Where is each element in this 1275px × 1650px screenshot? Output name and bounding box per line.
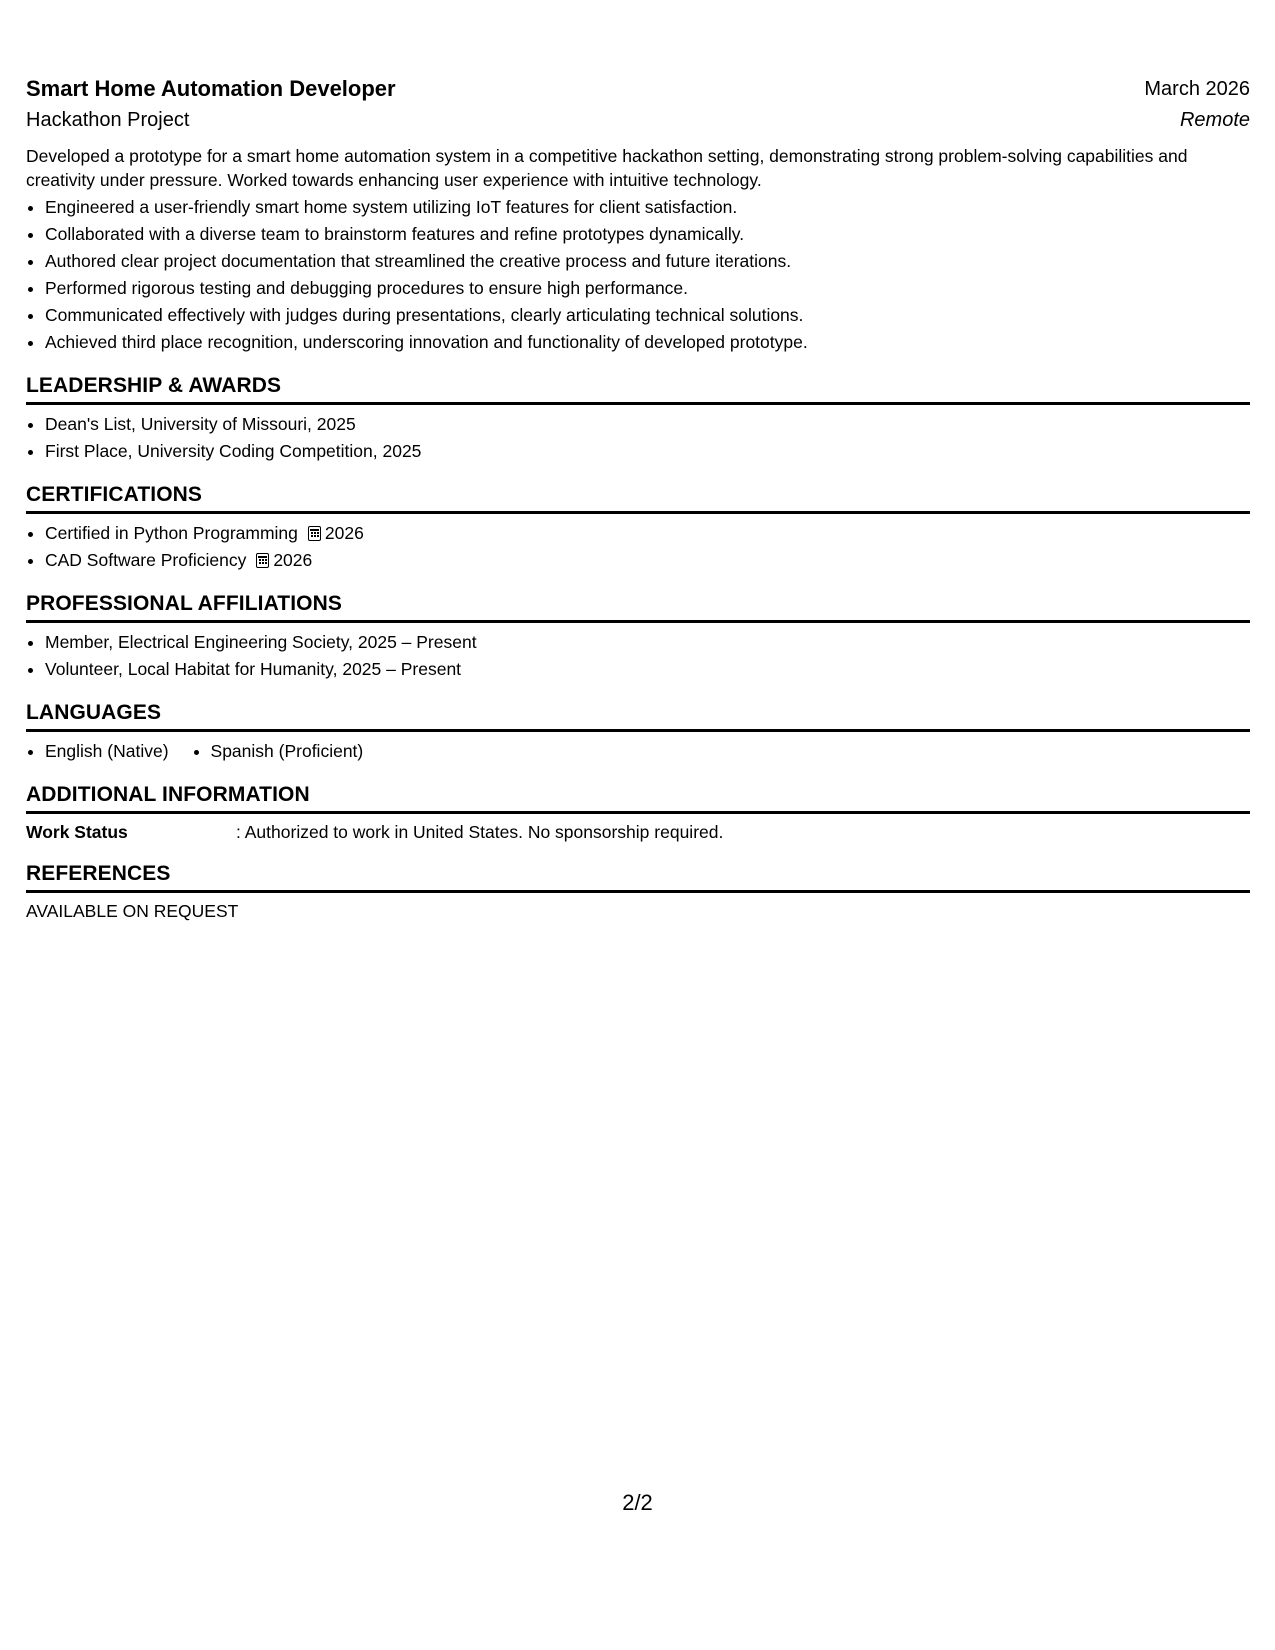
job-location: Remote bbox=[1179, 109, 1250, 131]
section-heading: LEADERSHIP & AWARDS bbox=[26, 374, 1250, 405]
list-item: • Performed rigorous testing and debugging procedures to ensure high performance. bbox=[45, 275, 1250, 302]
certification-name: Certified in Python Programming bbox=[45, 523, 298, 543]
work-status-value: : Authorized to work in United States. No sponsorship required. bbox=[236, 822, 724, 842]
list-item: • Dean's List, University of Missouri, 2025 bbox=[45, 411, 1250, 438]
certifications-section bbox=[26, 483, 1250, 574]
list-item: • English (Native) bbox=[45, 738, 169, 765]
affiliations-section bbox=[26, 592, 1250, 683]
work-status-label: Work Status bbox=[26, 822, 128, 842]
list-item: • Spanish (Proficient) bbox=[211, 738, 364, 765]
job-bullets bbox=[26, 194, 1250, 356]
references-text: AVAILABLE ON REQUEST bbox=[26, 901, 239, 921]
certification-name: CAD Software Proficiency bbox=[45, 550, 247, 570]
job-date: March 2026 bbox=[1144, 78, 1250, 100]
section-heading: REFERENCES bbox=[26, 862, 1250, 893]
certification-year: 2026 bbox=[324, 523, 364, 543]
list-item: • Member, Electrical Engineering Society, 2025 – Present bbox=[45, 629, 1250, 656]
job-title: Smart Home Automation Developer bbox=[26, 76, 396, 101]
calendar-icon bbox=[256, 553, 269, 568]
references-section bbox=[26, 862, 1250, 922]
list-item: • Engineered a user-friendly smart home system utilizing IoT features for client satisfaction. bbox=[45, 194, 1250, 221]
page-number: 2/2 bbox=[622, 1490, 653, 1515]
list-item: • Achieved third place recognition, underscoring innovation and functionality of developed prototype. bbox=[45, 329, 1250, 356]
list-item bbox=[45, 547, 1250, 574]
certification-year: 2026 bbox=[273, 550, 313, 570]
leadership-list bbox=[26, 411, 1250, 465]
work-status-row bbox=[26, 820, 1250, 844]
section-heading: CERTIFICATIONS bbox=[26, 483, 1250, 514]
affiliations-list bbox=[26, 629, 1250, 683]
list-item: • First Place, University Coding Competition, 2025 bbox=[45, 438, 1250, 465]
section-heading: ADDITIONAL INFORMATION bbox=[26, 783, 1250, 814]
list-item: • Communicated effectively with judges during presentations, clearly articulating technical solutions. bbox=[45, 302, 1250, 329]
additional-section bbox=[26, 783, 1250, 844]
resume-page bbox=[26, 0, 1250, 1650]
leadership-section bbox=[26, 374, 1250, 465]
job-organization: Hackathon Project bbox=[26, 109, 190, 131]
section-heading: PROFESSIONAL AFFILIATIONS bbox=[26, 592, 1250, 623]
list-item bbox=[45, 520, 1250, 547]
list-item: • Authored clear project documentation that streamlined the creative process and future iterations. bbox=[45, 248, 1250, 275]
languages-list bbox=[26, 738, 1250, 765]
list-item: • Volunteer, Local Habitat for Humanity, 2025 – Present bbox=[45, 656, 1250, 683]
certifications-list bbox=[26, 520, 1250, 574]
experience-header bbox=[26, 76, 1250, 138]
section-heading: LANGUAGES bbox=[26, 701, 1250, 732]
job-summary: Developed a prototype for a smart home automation system in a competitive hackathon setting, demonstrating strong problem-solving capabilities and creativity under pressure. Worked towards enhancing user experience with intuitive technology. bbox=[26, 146, 1188, 190]
calendar-icon bbox=[308, 526, 321, 541]
list-item: • Collaborated with a diverse team to brainstorm features and refine prototypes dynamically. bbox=[45, 221, 1250, 248]
languages-section bbox=[26, 701, 1250, 765]
